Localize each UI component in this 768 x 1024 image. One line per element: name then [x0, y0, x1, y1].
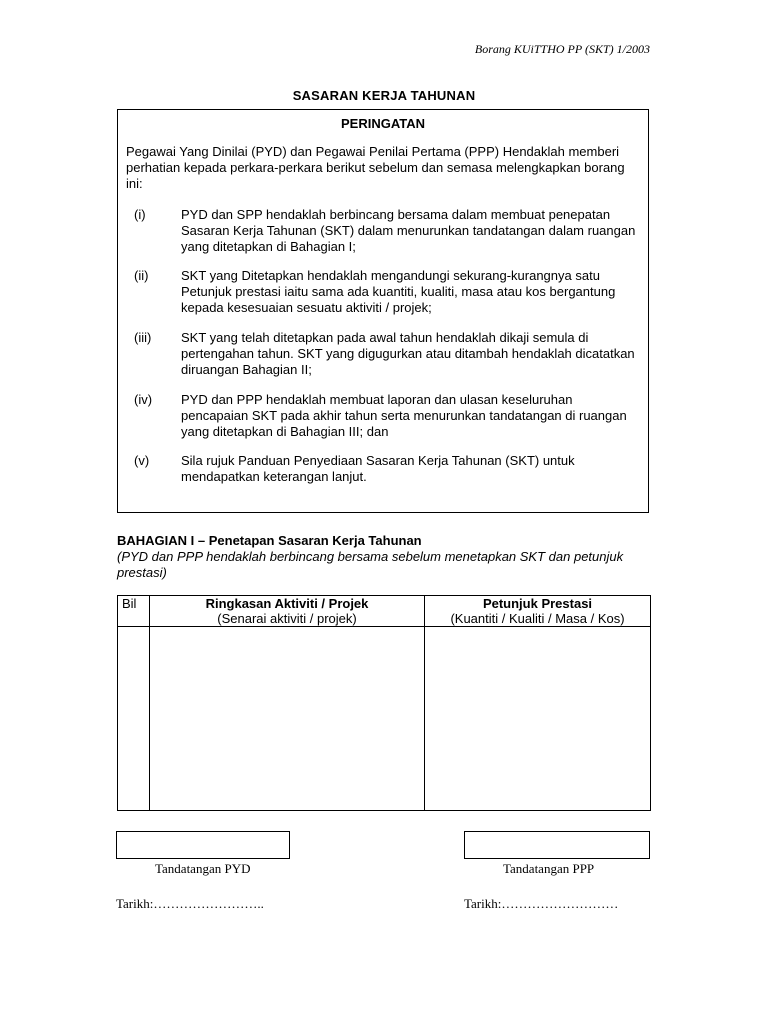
item-number: (v) [134, 453, 150, 468]
item-text: SKT yang Ditetapkan hendaklah mengandungi sekurang-kurangnya satu Petunjuk prestasi iaitu sama ada kuantiti, kualiti, masa atau kos bergantung kepada kesesuaian sesuatu aktiviti / projek; [181, 268, 616, 315]
document-title: SASARAN KERJA TAHUNAN [292, 88, 476, 103]
indicator-cell[interactable] [425, 627, 651, 811]
header-label: Petunjuk Prestasi [482, 596, 593, 611]
skt-table [117, 595, 651, 811]
bil-cell[interactable] [118, 627, 150, 811]
pyd-signature-label: Tandatangan PYD [155, 861, 251, 876]
header-sublabel: (Kuantiti / Kualiti / Masa / Kos) [450, 611, 625, 626]
item-text: Sila rujuk Panduan Penyediaan Sasaran Kerja Tahunan (SKT) untuk mendapatkan keterangan lanjut. [181, 453, 575, 484]
item-number: (iv) [134, 392, 153, 407]
section-title: BAHAGIAN I – Penetapan Sasaran Kerja Tahunan [117, 533, 422, 548]
form-reference: Borang KUiTTHO PP (SKT) 1/2003 [474, 42, 650, 56]
ppp-signature-label: Tandatangan PPP [503, 861, 595, 876]
ppp-signature-box[interactable] [464, 831, 650, 859]
item-text: PYD dan PPP hendaklah membuat laporan dan ulasan keseluruhan pencapaian SKT pada akhir tahun serta menurunkan tandatangan di ruangan yang ditetapkan di Bahagian III; dan [181, 392, 627, 439]
header-sublabel: (Senarai aktiviti / projek) [217, 611, 357, 626]
item-number: (iii) [134, 330, 152, 345]
activity-cell[interactable] [150, 627, 425, 811]
column-header-indicator [425, 596, 651, 627]
warning-heading: PERINGATAN [340, 116, 426, 131]
ppp-date-field: Tarikh:……………………… [464, 896, 619, 911]
item-text: PYD dan SPP hendaklah berbincang bersama dalam membuat penepatan Sasaran Kerja Tahunan (SKT) dalam menurunkan tandatangan dalam ruangan yang ditetapkan di Bahagian I; [181, 207, 636, 254]
item-text: SKT yang telah ditetapkan pada awal tahun hendaklah dikaji semula di pertengahan tahun. SKT yang digugurkan atau ditambah hendaklah dicatatkan diruangan Bahagian II; [181, 330, 635, 377]
column-header-bil [118, 596, 150, 627]
pyd-date-field: Tarikh:…………………….. [116, 896, 264, 911]
item-number: (i) [134, 207, 146, 222]
header-label: Bil [122, 596, 137, 611]
column-header-activity [150, 596, 425, 627]
section-note: (PYD dan PPP hendaklah berbincang bersama sebelum menetapkan SKT dan petunjuk prestasi) [117, 549, 624, 580]
item-number: (ii) [134, 268, 149, 283]
warning-intro: Pegawai Yang Dinilai (PYD) dan Pegawai Penilai Pertama (PPP) Hendaklah memberi perhatian kepada perkara-perkara berikut sebelum dan semasa melengkapkan borang ini: [126, 144, 625, 191]
warning-box [117, 109, 649, 513]
pyd-signature-box[interactable] [116, 831, 290, 859]
header-label: Ringkasan Aktiviti / Projek [205, 596, 369, 611]
